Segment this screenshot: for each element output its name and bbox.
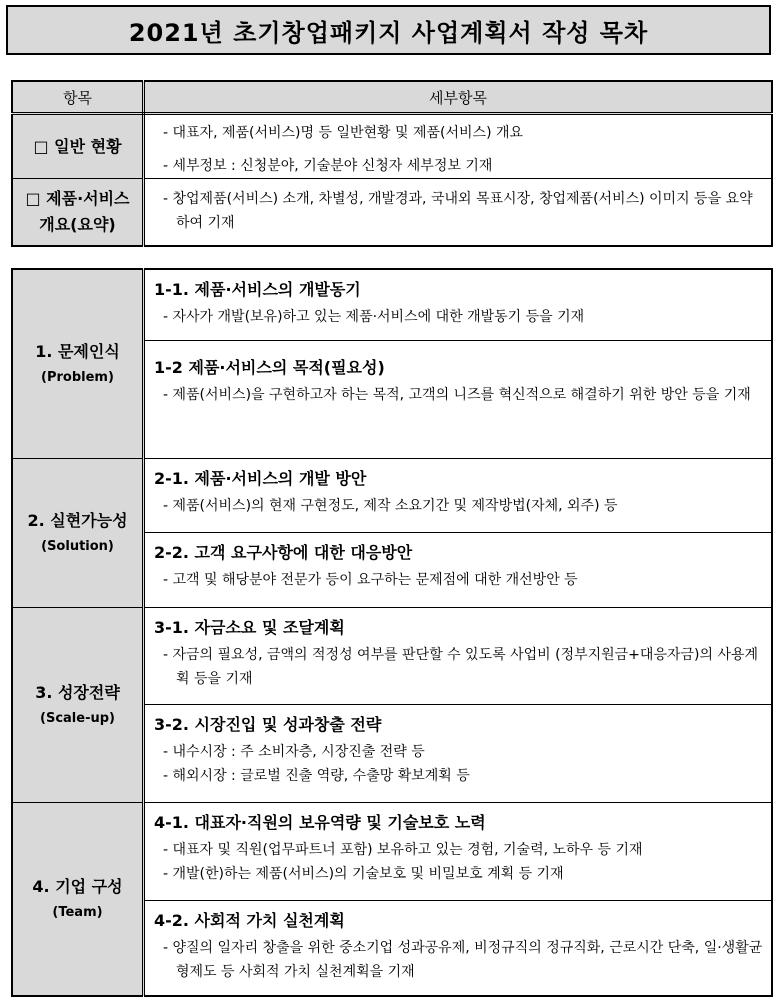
section-scaleup-label [12,608,144,803]
subsection-4-2 [144,901,773,997]
section-team-row [12,803,772,901]
detail-line: - 내수시장 : 주 소비자층, 시장진출 전략 등 [163,744,425,760]
detail-line: - 제품(서비스)을 구현하고자 하는 목적, 고객의 니즈를 혁신적으로 해결하기 위한 방안 등을 기재 [163,387,751,403]
detail-line: - 양질의 일자리 창출을 위한 중소기업 성과공유제, 비정규직의 정규직화, 근로시간 단축, 일·생활균형제도 등 사회적 가치 실천계획을 기재 [163,940,763,980]
section-problem-row [12,269,772,341]
detail-line: - 대표자 및 직원(업무파트너 포함) 보유하고 있는 경험, 기술력, 노하우 등 기재 [163,842,643,858]
section-english: (Scale-up) [40,711,115,726]
subsection-title: 3-1. 자금소요 및 조달계획 [154,618,345,637]
detail-line: - 대표자, 제품(서비스)명 등 일반현황 및 제품(서비스) 개요 [163,125,524,141]
subsection-2-2 [144,533,773,608]
sections-table [11,268,773,997]
subsection-4-1 [144,803,773,901]
section-english: (Solution) [41,539,114,554]
page-title: 2021년 초기창업패키지 사업계획서 작성 목차 [6,5,771,55]
detail-line: - 해외시장 : 글로벌 진출 역량, 수출망 확보계획 등 [163,768,470,784]
detail-line: - 자사가 개발(보유)하고 있는 제품·서비스에 대한 개발동기 등을 기재 [163,309,585,325]
summary-label-product-line1: □ 제품·서비스 [25,189,130,208]
section-team-label [12,803,144,997]
section-name: 4. 기업 구성 [32,877,123,896]
summary-row-product [12,179,772,247]
summary-row-general [12,114,772,179]
section-solution-row [12,459,772,533]
summary-label-general: □ 일반 현황 [12,114,144,179]
header-item: 항목 [12,81,144,114]
detail-line: - 고객 및 해당분야 전문가 등이 요구하는 문제점에 대한 개선방안 등 [163,572,578,588]
summary-detail-general [144,114,773,179]
subsection-3-2 [144,705,773,803]
detail-line: - 세부정보 : 신청분야, 기술분야 신청자 세부정보 기재 [163,158,493,174]
subsection-1-1 [144,269,773,341]
section-solution-label [12,459,144,608]
subsection-title: 4-1. 대표자·직원의 보유역량 및 기술보호 노력 [154,813,486,832]
summary-table [11,80,773,247]
detail-line: - 개발(한)하는 제품(서비스)의 기술보호 및 비밀보호 계획 등 기재 [163,866,564,882]
subsection-title: 2-1. 제품·서비스의 개발 방안 [154,469,367,488]
section-name: 1. 문제인식 [35,342,120,361]
subsection-title: 3-2. 시장진입 및 성과창출 전략 [154,715,382,734]
section-english: (Team) [52,905,103,920]
subsection-title: 2-2. 고객 요구사항에 대한 대응방안 [154,543,413,562]
section-name: 3. 성장전략 [35,683,120,702]
subsection-2-1 [144,459,773,533]
section-name: 2. 실현가능성 [27,511,128,530]
section-english: (Problem) [41,370,114,385]
subsection-1-2 [144,341,773,459]
subsection-title: 4-2. 사회적 가치 실천계획 [154,911,345,930]
subsection-3-1 [144,608,773,705]
subsection-title: 1-1. 제품·서비스의 개발동기 [154,280,361,299]
summary-label-product [12,179,144,247]
detail-line: - 제품(서비스)의 현재 구현정도, 제작 소요기간 및 제작방법(자체, 외주) 등 [163,498,618,514]
detail-line: - 자금의 필요성, 금액의 적정성 여부를 판단할 수 있도록 사업비 (정부지원금+대응자금)의 사용계획 등을 기재 [163,647,759,687]
summary-detail-product [144,179,773,247]
detail-line: - 창업제품(서비스) 소개, 차별성, 개발경과, 국내외 목표시장, 창업제품(서비스) 이미지 등을 요약하여 기재 [163,191,753,231]
section-scaleup-row [12,608,772,705]
header-detail: 세부항목 [144,81,773,114]
summary-label-product-line2: 개요(요약) [39,215,116,234]
subsection-title: 1-2 제품·서비스의 목적(필요성) [154,358,385,377]
section-problem-label [12,269,144,459]
summary-header-row [12,81,772,114]
